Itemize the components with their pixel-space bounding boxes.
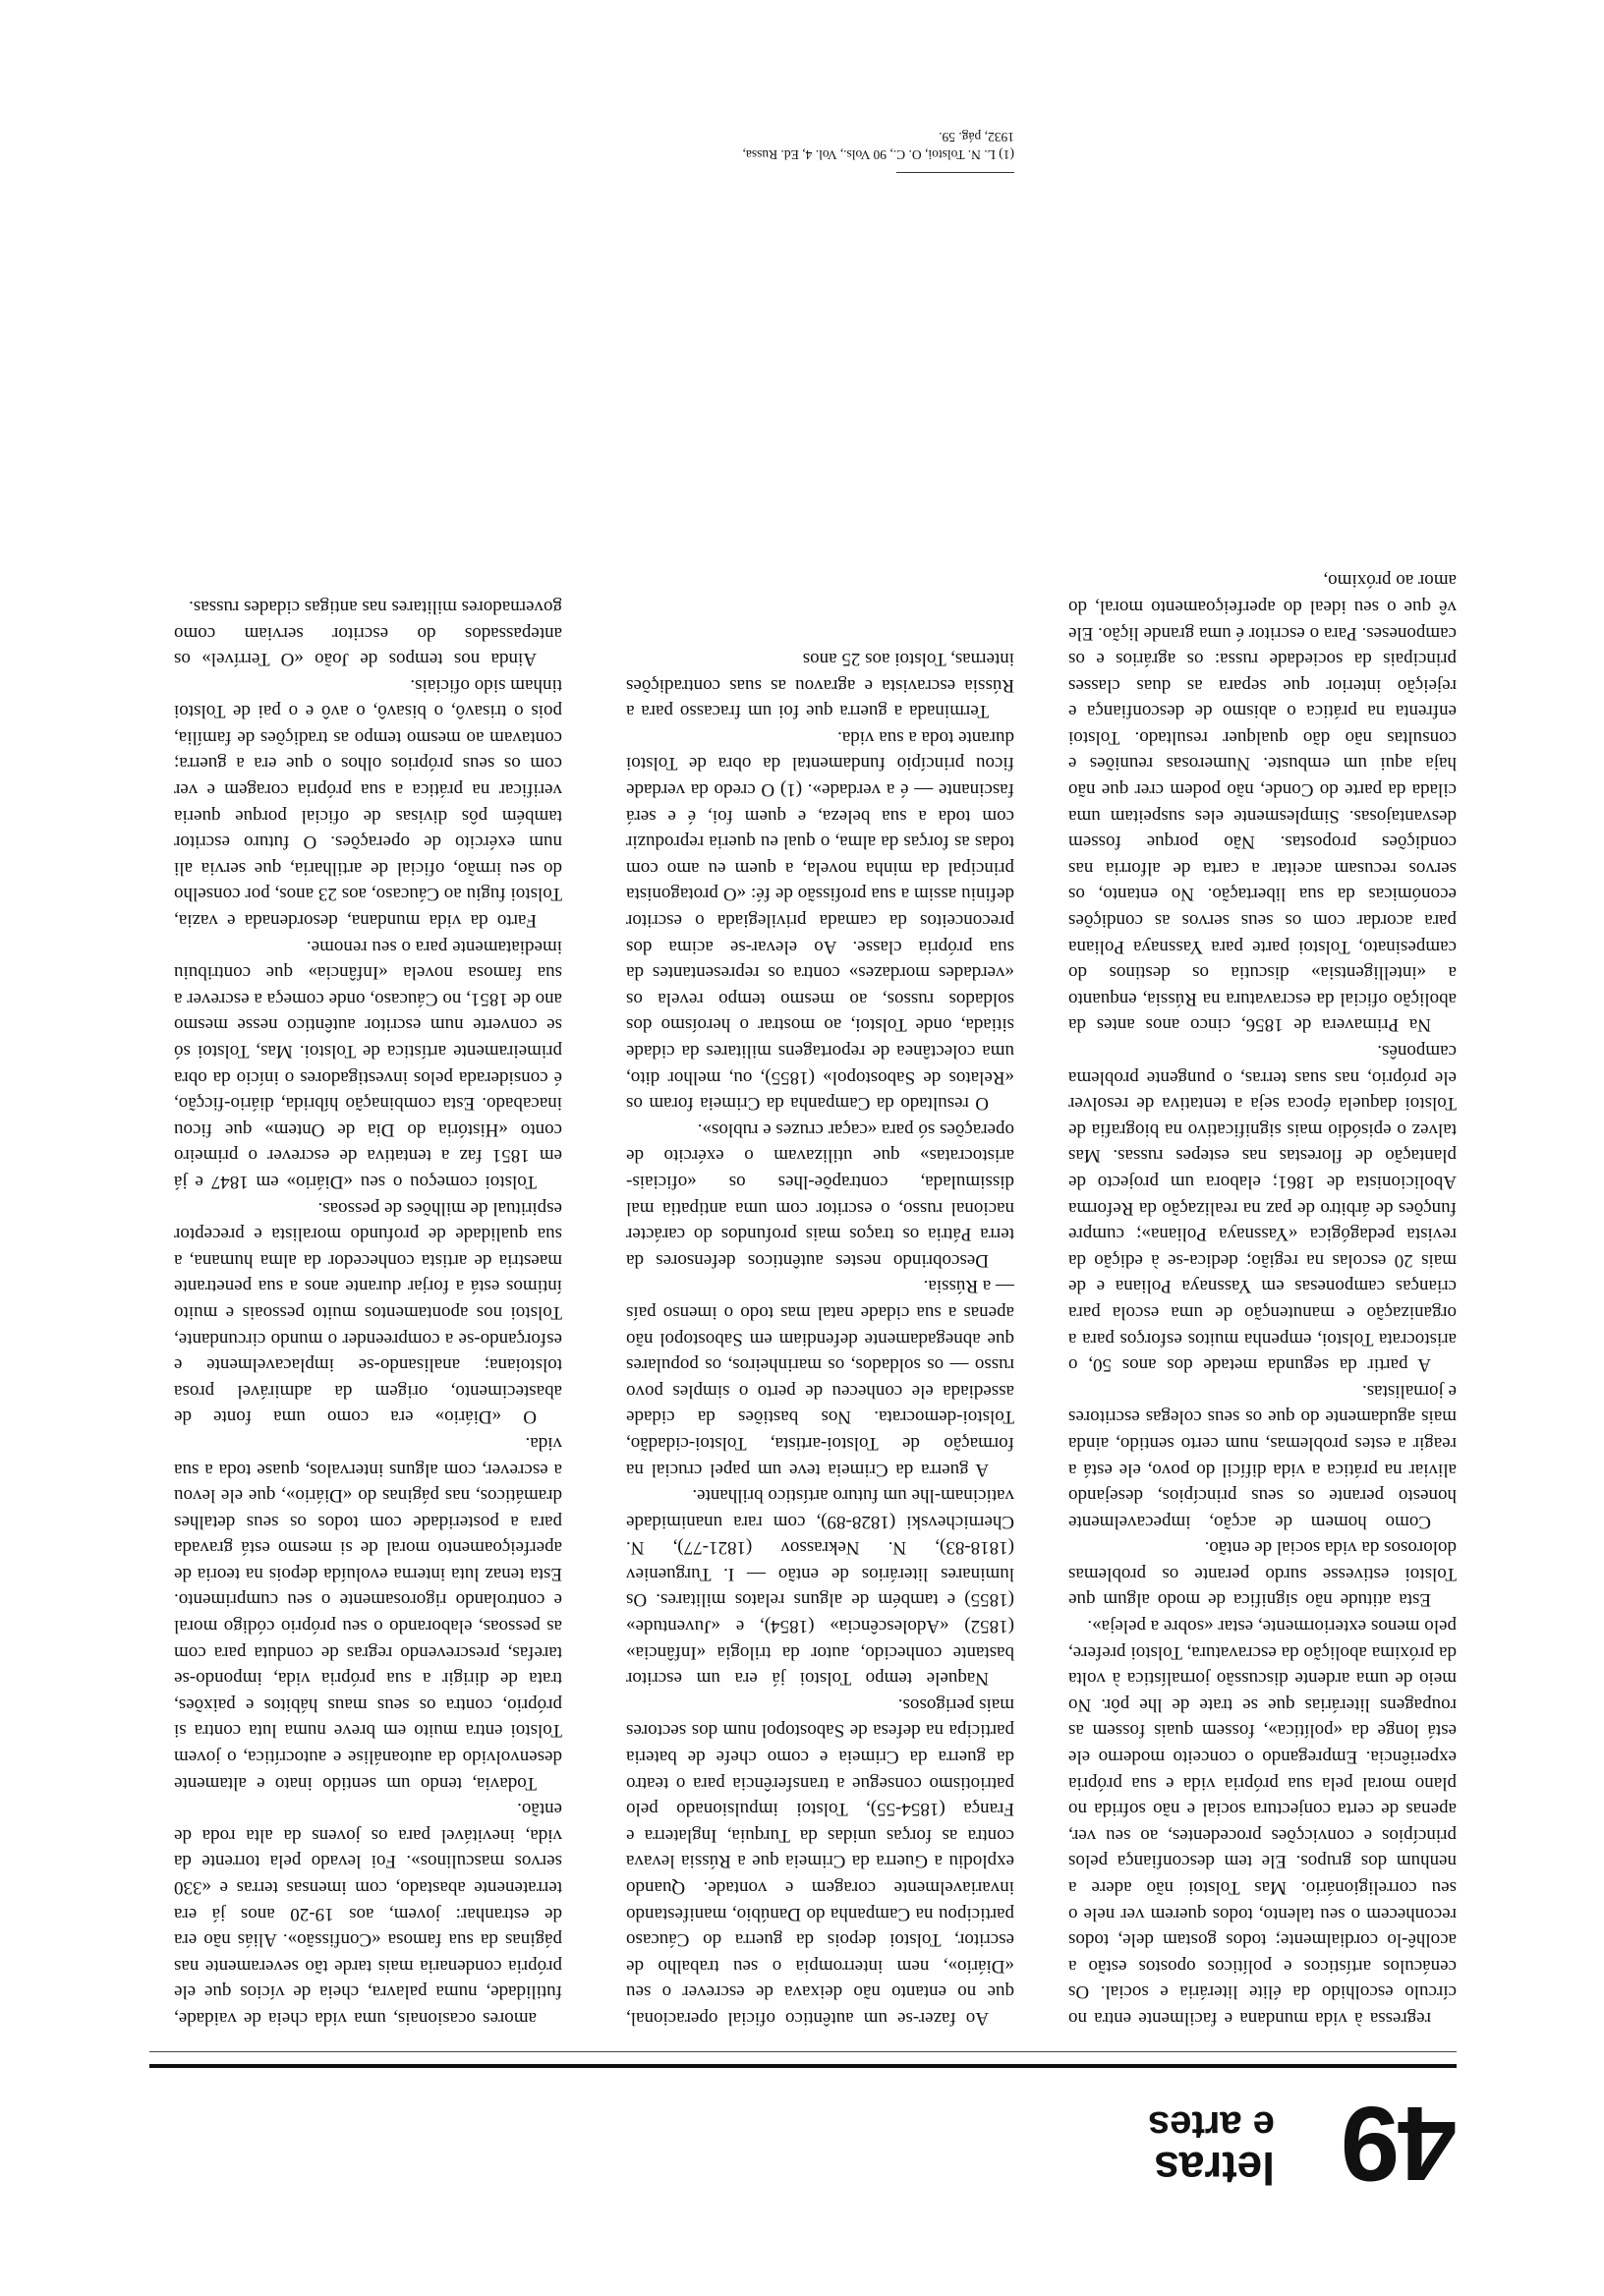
header-rule-thin [149,2051,1457,2052]
magazine-title-line-2: e artes [1148,2103,1275,2147]
paragraph: Ao fazer-se um autêntico oficial operacional, que no entanto não deixava de escrever o seu «Diário», nem interrompia o seu trabalho de escritor, Tolstoi depois da guerra do Cáucaso participou na Campanha do Danúbio, manifestando invariavelmente coragem e vontade. Quando explodiu a Guerra da Crimeia que a Rússia levava contra as forças unidas da Turquia, Inglaterra e França (1854-55), Tolstoi impulsionado pelo patriotismo consegue a transferência para o teatro da guerra da Crimeia e como chefe de bateria participa na defesa de Sabostopol num dos sectores mais perigosos. [626,1693,1014,2029]
paragraph: Tolstoi começou o seu «Diário» em 1847 e já em 1851 faz a tentativa de escrever o primeiro conto «História do Dia de Ontem» que ficou inacabado. Esta combinação híbrida, diário-ficção, é considerada pelos investigadores o início da obra primeiramente artística de Tolstoi. Mas, Tolstoi só se converte num escritor autêntico nesse mesmo ano de 1851, no Cáucaso, onde começa a escrever a sua famosa novela «Infância» que contribuiu imediatamente para o seu renome. [174,936,562,1192]
paragraph: Esta atitude não significa de modo algum que Tolstoi estivesse surdo perante os problemas dolorosos da vida social de então. [1068,1537,1457,1611]
paragraph: Todavia, tendo um sentido inato e altamente desenvolvido da autoanálise e autocrítica, o jovem Tolstoi entra muito em breve numa luta contra si próprio, contra os seus maus hábitos e paixões, trata de dirigir a sua própria vida, impondo-se tarefas, prescrevendo regras de conduta para com as pessoas, elaborando o seu próprio código moral e controlando rigorosamente o seu cumprimento. Esta tenaz luta interna evoluída depois na teoria de aperfeiçoamento moral de si mesmo está gravada para a posteridade com todos os seus detalhes dramáticos, nas páginas do «Diário», que ele levou a escrever, com alguns intervalos, quase toda a sua vida. [174,1432,562,1794]
paragraph: A partir da segunda metade dos anos 50, o aristocrata Tolstoi, empenha muitos esforços para a organização e manutenção de uma escola para crianças camponesas em Yassnaya Poliana e de mais 20 escolas na região; dedica-se à edição da revista pedagógica «Yassnaya Poliana»; cumpre funções de árbitro de paz na realização da Reforma Abolicionista de 1861; elabora um projecto de plantação de florestas nas estepes russas. Mas talvez o episódio mais significativo na biografia de Tolstoi daquela época seja a tentativa de resolver ele próprio, nas suas terras, o pungente problema camponês. [1068,1041,1457,1376]
paragraph: Terminada a guerra que foi um fracasso para a Rússia escravista e agravou as suas contradições internas, Tolstoi aos 25 anos [626,649,1014,722]
text-column-1 [1068,65,1457,2031]
text-column-2 [626,65,1014,2031]
footnote-line: 1932, pág. 59. [939,130,1014,144]
footnote-line: (1) L. N. Tolstoi, O. C., 90 Vols., Vol. 4, Ed. Russa, [742,147,1014,162]
paragraph: regressa à vida mundana e facilmente entra no círculo escolhido da élite literária e social. Os cenáculos artísticos e políticos opostos estão a acolhê-lo cordialmente; todos gostam dele, todos reconhecem o seu talento, todos querem ver nele o seu correligionário. Mas Tolstoi não adere a nenhum dos grupos. Ele tem desconfiança pelos princípios e convicções procedentes, ao seu ver, apenas de certa conjectura social e não sofrida no plano moral pela sua própria vida e sua própria experiência. Empregando o conceito moderno ele está longe da «política», fossem quais fossem as roupagens literárias que se trate de lhe pôr. No meio de uma ardente discussão jornalística à volta da próxima abolição da escravatura, Tolstoi prefere, pelo menos exteriormente, estar «sobre a peleja». [1068,1616,1457,2029]
magazine-title [1148,2103,1275,2194]
paragraph: Descobrindo nestes autênticos defensores da terra Pátria os traços mais profundos do carácter nacional russo, o escritor com uma antipatia mal dissimulada, contrapõe-lhes os «oficiais-aristocratas» que utilizavam o exército de operações só para «caçar cruzes e rublos». [626,1119,1014,1271]
magazine-title-line-1: letras [1154,2143,1275,2194]
header-rule [149,2064,1457,2068]
masthead [159,2080,1457,2204]
paragraph: Farto da vida mundana, desordenada e vazia, Tolstoi fugiu ao Cáucaso, aos 23 anos, por conselho do seu irmão, oficial de artilharia, que servia ali num exército de operações. O futuro escritor também pôs divisas de oficial porque queria verificar na prática a sua própria coragem e ver com os seus próprios olhos o que era a guerra; contavam ao mesmo tempo as tradições de família, pois o trisavô, o bisavô, o avô e o pai de Tolstoi tinham sido oficiais. [174,674,562,932]
paragraph: Naquele tempo Tolstoi já era um escritor bastante conhecido, autor da trilogia «Infância» (1852) «Adolescência» (1854), e «Juventude» (1855) e também de alguns relatos militares. Os luminares literários de então — I. Turgueniev (1818-83), N. Nekrassov (1821-77), N. Chernichevski (1828-89), com rara unanimidade vaticinam-lhe um futuro artístico brilhante. [626,1485,1014,1690]
paragraph: O resultado da Campanha da Crimeia foram os «Relatos de Sabostopol» (1855), ou, melhor dito, uma colectânea de reportagens militares da cidade sitiada, onde Tolstoi, ao mostrar o heroísmo dos soldados russos, ao mesmo tempo revela os «verdades mordazes» contra os representantes da sua própria classe. Ao elevar-se acima dos preconceitos da camada privilegiada o escritor definiu assim a sua profissão de fé: «O protagonista principal da minha novela, a quem eu amo com todas as forças da alma, o qual eu queria reproduzir com toda a sua beleza, e quem foi, é e será fascinante — é a verdade». (1) O credo da verdade ficou princípio fundamental da obra de Tolstoi durante toda a sua vida. [626,726,1014,1115]
footnote-rule [896,172,1014,173]
paragraph: A guerra da Crimeia teve um papel crucial na formação de Tolstoi-artista, Tolstoi-cidadão, Tolstoi-democrata. Nos bastiões da cidade assediada ele conheceu de perto o simples povo russo — os soldados, os marinheiros, os populares que abnegadamente defendiam em Sabostopol não apenas a sua cidade natal mas todo o imenso país — a Rússia. [626,1276,1014,1480]
page-number: 49 [1342,2085,1457,2204]
text-column-3 [174,65,562,2031]
paragraph: Como homem de acção, impecavelmente honesto perante os seus princípios, desejando aliviar na prática a vida difícil do povo, ele está a reagir a estes problemas, num certo sentido, ainda mais agudamente do que os seus colegas escritores e jornalistas. [1068,1380,1457,1532]
paragraph: O «Diário» era como uma fonte de abastecimento, origem da admirável prosa tolstoiana; analisando-se implacavelmente e esforçando-se a compreender o mundo circundante, Tolstoi nos apontamentos muito pessoais e muito íntimos está a forjar durante anos a sua penetrante maestria de artista conhecedor da alma humana, a sua qualidade de profundo moralista e preceptor espiritual de milhões de pessoas. [174,1197,562,1428]
paragraph: amores ocasionais, uma vida cheia de vaidade, futilidade, numa palavra, cheia de vícios que ele própria condenaria mais tarde tão severamente nas páginas da sua famosa «Confissão». Aliás não era de estranhar: jovem, aos 19-20 anos já era terratenente abastado, com imensas terras e «330 servos masculinos». Foi levado pela torrente da vida, inevitável para os jovens da alta roda de então. [174,1799,562,2029]
paragraph: Na Primavera de 1856, cinco anos antes da abolição oficial da escravatura na Rússia, enquanto a «intelligentsia» discutia os destinos do campesinato, Tolstoi parte para Yassnaya Poliana para acordar com os seus servos as condições económicas da sua libertação. No entanto, os servos recusam aceitar a carta de alforria nas condições propostas. Não porque fossem desvantajosas. Simplesmente eles suspeitam uma cilada da parte do Conde, não podem crer que não haja aqui um embuste. Numerosas reuniões e consultas não dão qualquer resultado. Tolstoi enfrenta na prática o abismo de desconfiança e rejeição interior que separa as duas classes principais da sociedade russa: os agrários e os camponeses. Para o escritor é uma grande lição. Ele vê que o seu ideal do aperfeiçoamento moral, do amor ao próximo, [1068,570,1457,1036]
footnote [626,128,1014,163]
paragraph: Ainda nos tempos de João «O Terrível» os antepassados do escritor serviam como governadores militares nas antigas cidades russas. [174,596,562,670]
